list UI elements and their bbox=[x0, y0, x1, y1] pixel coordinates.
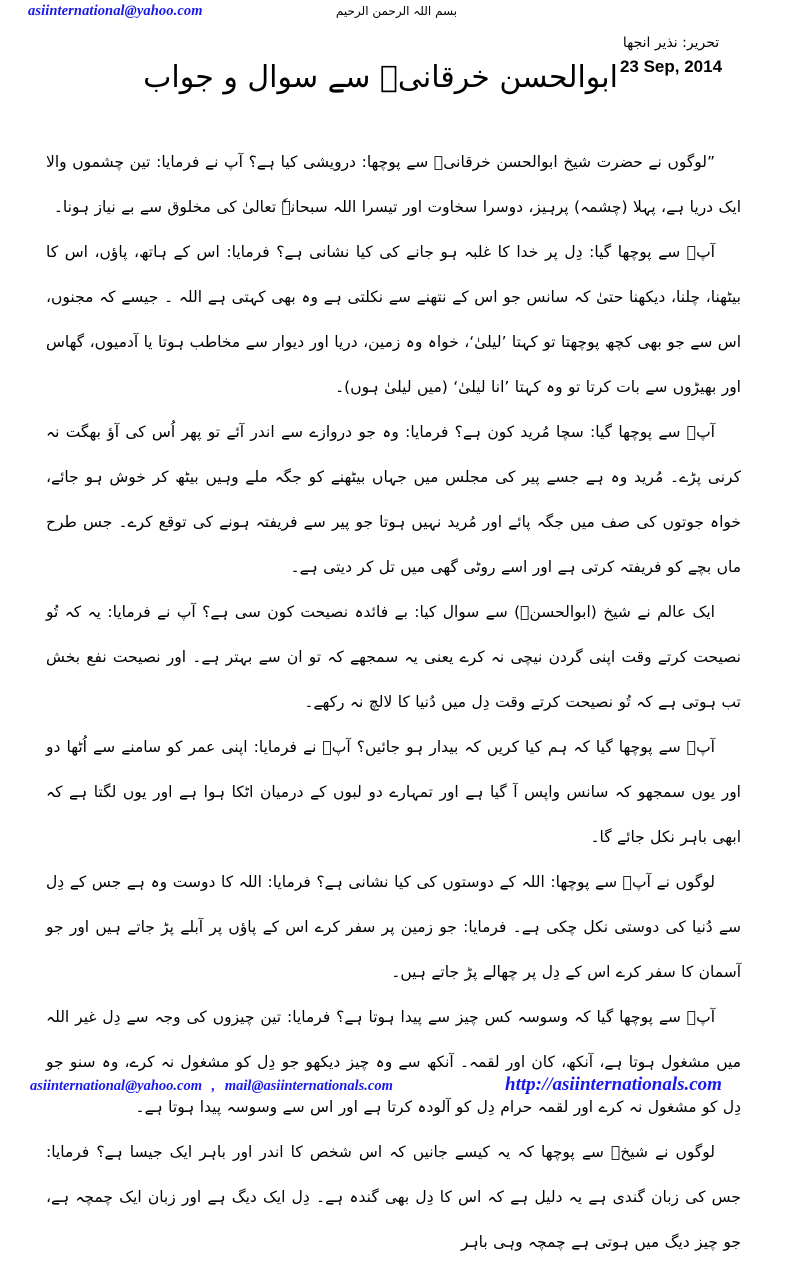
paragraph: آپؒ سے پوچھا گیا کہ ہم کیا کریں کہ بیدار ہو جائیں؟ آپؒ نے فرمایا: اپنی عمر کو سامنے سے اُٹھا دو اور یوں سمجھو کہ سانس واپس آ گیا ہے اور تمہارے دو لبوں کے درمیان اٹکا ہوا ہے اور یوں لگتا ہے کہ ابھی باہر نکل جائے گا۔ bbox=[46, 738, 741, 846]
header-email-link[interactable]: asiinternational@yahoo.com bbox=[28, 3, 203, 19]
page-title: ابوالحسن خرقانیؒ سے سوال و جواب bbox=[143, 60, 618, 95]
page-footer bbox=[0, 1074, 793, 1108]
footer-email-secondary[interactable]: mail@asiinternationals.com bbox=[224, 1078, 393, 1094]
paragraph: ایک عالم نے شیخ (ابوالحسنؒ) سے سوال کیا: بے فائدہ نصیحت کون سی ہے؟ آپ نے فرمایا: یہ کہ تُو نصیحت کرتے وقت اپنی گردن نیچی نہ کرے یعنی یہ سمجھے کہ تو ان سے بہتر ہے۔ اور نصیحت نفع بخش تب ہوتی ہے کہ تُو نصیحت کرتے وقت دِل میں دُنیا کا لالچ نہ رکھے۔ bbox=[46, 603, 741, 711]
publish-date: 23 Sep, 2014 bbox=[619, 57, 723, 76]
footer-separator: , bbox=[211, 1078, 216, 1094]
paragraph: آپؒ سے پوچھا گیا: سچا مُرید کون ہے؟ فرمایا: وہ جو دروازے سے اندر آئے تو پھر اُس کی آؤ بھگت نہ کرنی پڑے۔ مُرید وہ ہے جسے پیر کی مجلس میں جہاں بیٹھنے کو جگہ ملے وہیں بیٹھ کر خوش ہو جائے، خواہ جوتوں کی صف میں جگہ پائے اور مُرید نہیں ہوتا جو پیر سے فریفتہ ہونے کی توقع کرے۔ جس طرح ماں بچے کو فریفتہ کرتی ہے اور اسے روٹی گھی میں تل کر دیتی ہے۔ bbox=[46, 423, 741, 576]
paragraph: آپؒ سے پوچھا گیا: دِل پر خدا کا غلبہ ہو جانے کی کیا نشانی ہے؟ فرمایا: اس کے ہاتھ، پاؤں، اس کا بیٹھنا، چلنا، دیکھنا حتیٰ کہ سانس جو اس کے نتھنے سے نکلتی ہے وہ بھی کہتی ہے اللہ ۔ جیسے کہ مجنوں، اس سے جو بھی کچھ پوچھتا تو کہتا ’لیلیٰ‘، خواہ وہ زمین، دریا اور دیوار سے مخاطب ہوتا یا آدمیوں، گھاس اور بھیڑوں سے بات کرتا تو وہ کہتا ’انا لیلیٰ‘ (میں لیلیٰ ہوں)۔ bbox=[45, 243, 741, 396]
document-header bbox=[0, 30, 793, 125]
bismillah-text: بسم اللہ الرحمن الرحیم bbox=[335, 4, 458, 18]
footer-email-group bbox=[30, 1078, 393, 1095]
footer-email-primary[interactable]: asiinternational@yahoo.com bbox=[30, 1078, 202, 1094]
paragraph: لوگوں نے آپؒ سے پوچھا: اللہ کے دوستوں کی کیا نشانی ہے؟ فرمایا: اللہ کا دوست وہ ہے جس کے دِل سے دُنیا کی دوستی نکل چکی ہے۔ فرمایا: جو زمین پر سفر کرے اس کے پاؤں پر آبلے پڑ جاتے ہیں اور جو آسمان کا سفر کرے اس کے دِل پر چھالے پڑ جاتے ہیں۔ bbox=[46, 873, 741, 981]
paragraph: ”لوگوں نے حضرت شیخ ابوالحسن خرقانیؒ سے پوچھا: درویشی کیا ہے؟ آپ نے فرمایا: تین چشموں والا ایک دریا ہے، پہلا (چشمہ) پرہیز، دوسرا سخاوت اور تیسرا اللہ سبحانہٗ تعالیٰ کی مخلوق سے بے نیاز ہونا۔ bbox=[46, 153, 741, 216]
author-credit: تحریر: نذیر انجھا bbox=[622, 35, 720, 51]
paragraph: آپؒ سے پوچھا گیا کہ وسوسہ کس چیز سے پیدا ہوتا ہے؟ فرمایا: تین چیزوں کی وجہ سے دِل غیر اللہ میں مشغول ہوتا ہے، آنکھ، کان اور لقمہ۔ آنکھ سے وہ چیز دیکھو جو دِل کو مشغول نہ کرے، وہ سنو جو دِل کو مشغول نہ کرے اور لقمہ حرام دِل کو آلودہ کرتا ہے اور اس سے وسوسہ پیدا ہوتا ہے۔ bbox=[46, 1008, 741, 1116]
page-topbar bbox=[0, 0, 793, 30]
footer-website-link[interactable]: http://asiinternationals.com bbox=[505, 1074, 722, 1095]
paragraph: لوگوں نے شیخؒ سے پوچھا کہ یہ کیسے جانیں کہ اس شخص کا اندر اور باہر ایک جیسا ہے؟ فرمایا: جس کی زبان گندی ہے یہ دلیل ہے کہ اس کا دِل بھی گندہ ہے۔ دِل ایک دیگ ہے اور زبان ایک چمچہ ہے، جو چیز دیگ میں ہوتی ہے چمچہ وہی باہر bbox=[46, 1143, 741, 1251]
